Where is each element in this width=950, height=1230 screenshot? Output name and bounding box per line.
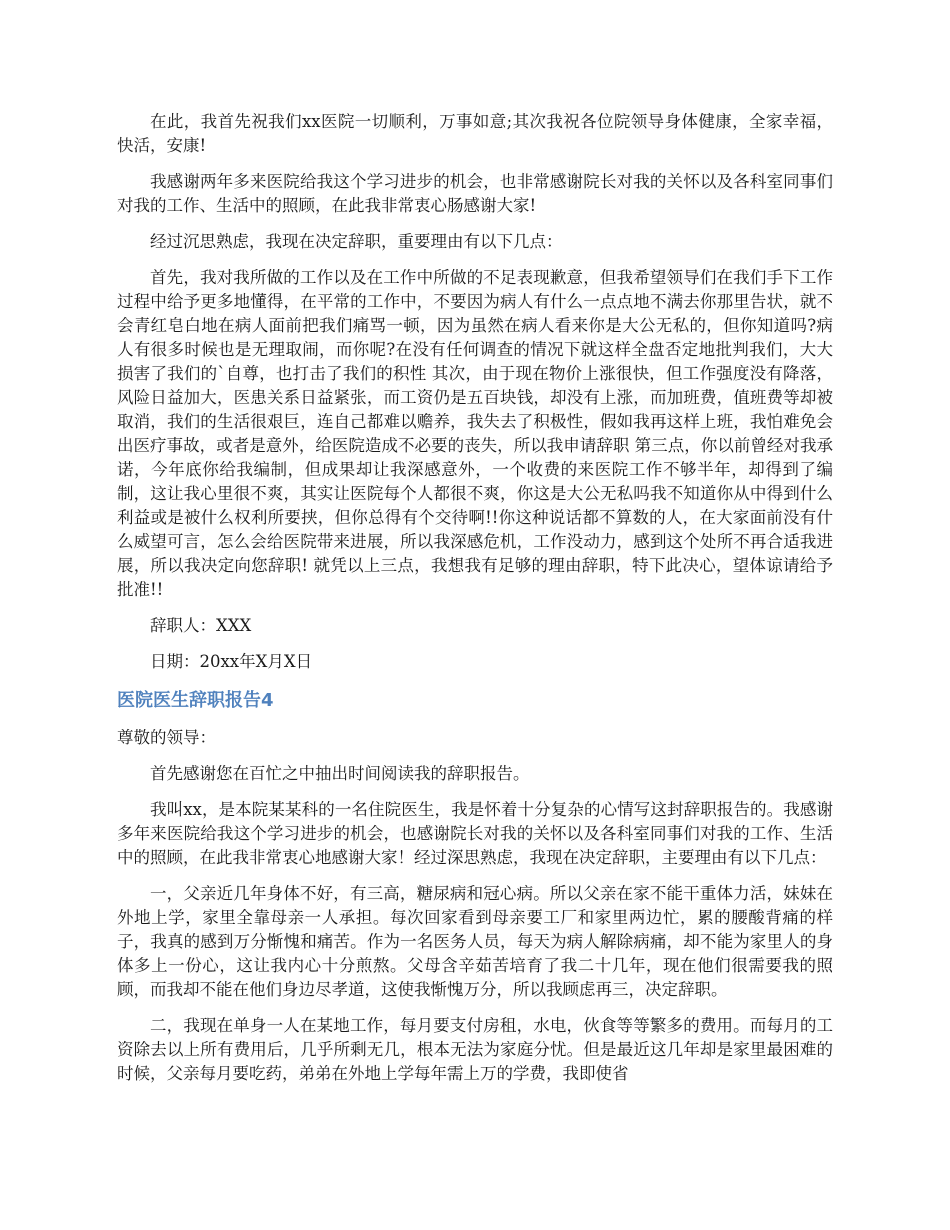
paragraph-reason-one: 一，父亲近几年身体不好，有三高，糖尿病和冠心病。所以父亲在家不能干重体力活，妹妹在外地上学，家里全靠母亲一人承担。每次回家看到母亲要工厂和家里两边忙，累的腰酸背痛的样子，我真的感到万分惭愧和痛苦。作为一名医务人员，每天为病人解除病痛，却不能为家里人的身体多上一份心，这让我内心十分煎熬。父母含辛茹苦培育了我二十几年，现在他们很需要我的照顾，而我却不能在他们身边尽孝道，这使我惭愧万分，所以我顾虑再三，决定辞职。 (117, 884, 833, 999)
date-line: 日期：20xx年X月X日 (150, 652, 313, 671)
document-page (117, 110, 833, 1098)
section-title: 医院医生辞职报告4 (117, 690, 274, 711)
resigner-line: 辞职人：XXX (150, 616, 252, 635)
paragraph-reasons: 首先，我对我所做的工作以及在工作中所做的不足表现歉意，但我希望领导们在我们手下工作过程中给予更多地懂得，在平常的工作中，不要因为病人有什么一点点地不满去你那里告状，就不会青红皂白地在病人面前把我们痛骂一顿，因为虽然在病人看来你是大公无私的，但你知道吗?病人有很多时候也是无理取闹，而你呢?在没有任何调查的情况下就这样全盘否定地批判我们，大大损害了我们的`自尊，也打击了我们的积性 其次，由于现在物价上涨很快，但工作强度没有降落，风险日益加大，医患关系日益紧张，而工资仍是五百块钱，却没有上涨，而加班费，值班费等却被取消，我们的生活很艰巨，连自己都难以赡养，我失去了积极性，假如我再这样上班，我怕难免会出医疗事故，或者是意外，给医院造成不必要的丧失，所以我申请辞职 第三点，你以前曾经对我承诺，今年底你给我编制，但成果却让我深感意外，一个收费的来医院工作不够半年，却得到了编制，这让我心里很不爽，其实让医院每个人都很不爽，你这是大公无私吗我不知道你从中得到什么利益或是被什么权利所要挟，但你总得有个交待啊!!你这种说话都不算数的人，在大家面前没有什么威望可言，怎么会给医院带来进展，所以我深感危机，工作没动力，感到这个处所不再合适我进展，所以我决定向您辞职! 就凭以上三点，我想我有足够的理由辞职，特下此决心，望体谅请给予批准!! (117, 268, 833, 599)
paragraph-decision: 经过沉思熟虑，我现在决定辞职，重要理由有以下几点： (150, 232, 563, 251)
paragraph-thanks: 我感谢两年多来医院给我这个学习进步的机会，也非常感谢院长对我的关怀以及各科室同事们对我的工作、生活中的照顾，在此我非常衷心肠感谢大家! (117, 172, 833, 215)
paragraph-reason-two: 二，我现在单身一人在某地工作，每月要支付房租，水电，伙食等等繁多的费用。而每月的工资除去以上所有费用后，几乎所剩无几，根本无法为家庭分忧。但是最近这几年却是家里最困难的时候，父亲每月要吃药，弟弟在外地上学每年需上万的学费，我即使省 (117, 1016, 833, 1083)
paragraph-intro: 首先感谢您在百忙之中抽出时间阅读我的辞职报告。 (150, 764, 530, 783)
paragraph-self-intro: 我叫xx，是本院某某科的一名住院医生，我是怀着十分复杂的心情写这封辞职报告的。我感谢多年来医院给我这个学习进步的机会，也感谢院长对我的关怀以及各科室同事们对我的工作、生活中的照顾，在此我非常衷心地感谢大家！经过深思熟虑，我现在决定辞职，主要理由有以下几点： (117, 800, 833, 867)
salutation: 尊敬的领导： (117, 728, 216, 747)
paragraph-blessing: 在此，我首先祝我们xx医院一切顺利，万事如意;其次我祝各位院领导身体健康，全家幸福，快活，安康! (117, 112, 833, 155)
